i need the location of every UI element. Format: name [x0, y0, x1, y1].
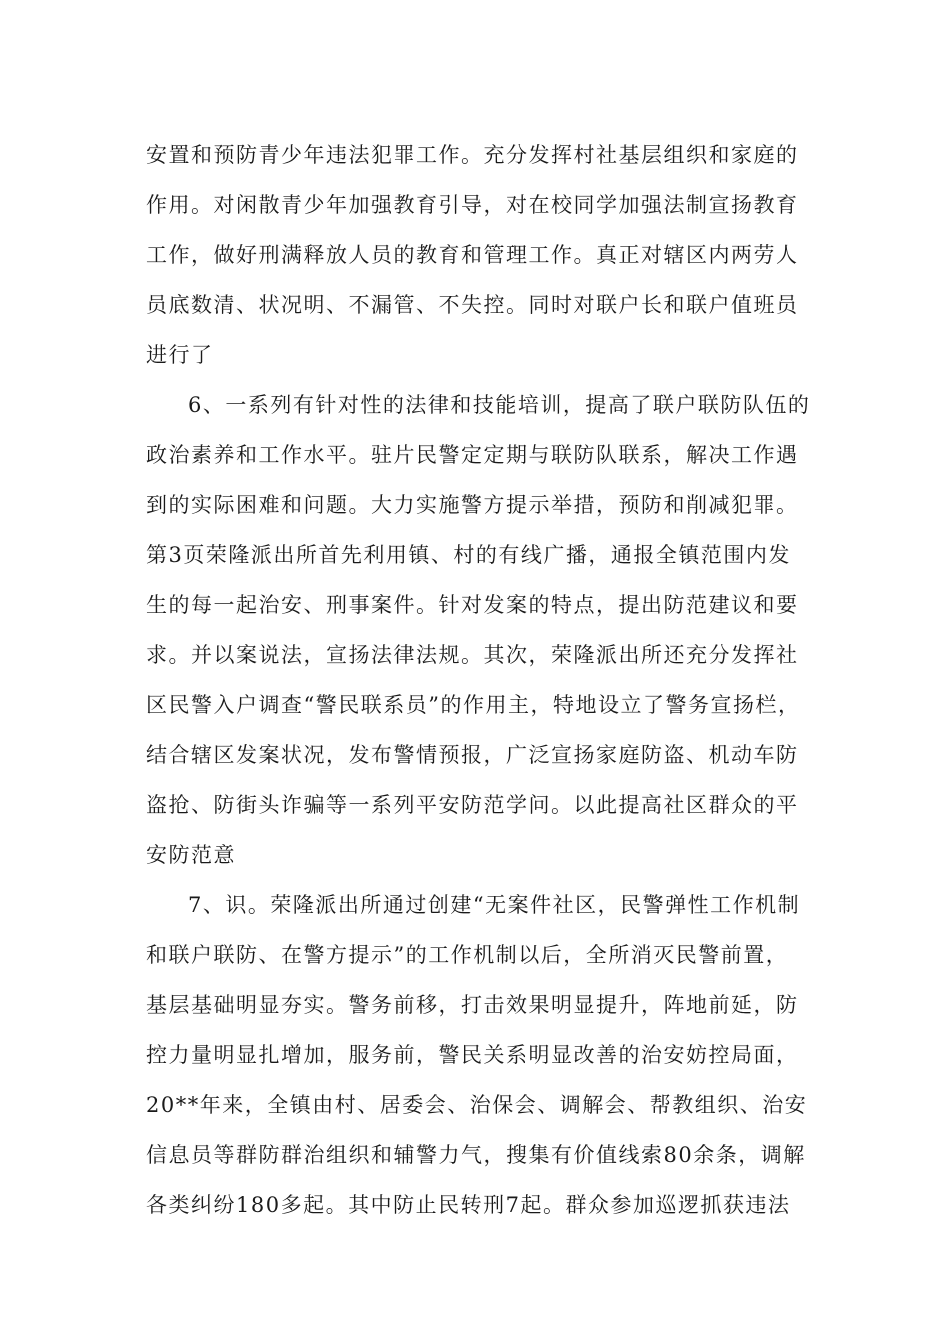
text-line: 信息员等群防群治组织和辅警力气，搜集有价值线索80余条，调解	[146, 1143, 806, 1167]
text-line: 控力量明显扎增加，服务前，警民关系明显改善的治安妨控局面，	[146, 1043, 799, 1067]
text-line: 安防范意	[146, 843, 236, 867]
text-line: 各类纠纷180多起。其中防止民转刑7起。群众参加巡逻抓获违法	[146, 1193, 791, 1217]
text-line: 基层基础明显夯实。警务前移，打击效果明显提升，阵地前延，防	[146, 993, 799, 1017]
text-line: 进行了	[146, 343, 214, 367]
paragraph-start-line: 7、识。荣隆派出所通过创建“无案件社区，民警弹性工作机制	[188, 893, 801, 917]
text-line: 结合辖区发案状况，发布警情预报，广泛宣扬家庭防盗、机动车防	[146, 743, 799, 767]
paragraph-start-line: 6、一系列有针对性的法律和技能培训，提高了联户联防队伍的	[188, 393, 811, 417]
text-line: 工作，做好刑满释放人员的教育和管理工作。真正对辖区内两劳人	[146, 243, 799, 267]
text-line: 员底数清、状况明、不漏管、不失控。同时对联户长和联户值班员	[146, 293, 799, 317]
text-line: 求。并以案说法，宣扬法律法规。其次，荣隆派出所还充分发挥社	[146, 643, 799, 667]
text-line: 盗抢、防街头诈骗等一系列平安防范学问。以此提高社区群众的平	[146, 793, 799, 817]
body-text	[146, 130, 826, 1230]
text-line: 安置和预防青少年违法犯罪工作。充分发挥村社基层组织和家庭的	[146, 143, 799, 167]
text-line: 第3页荣隆派出所首先利用镇、村的有线广播，通报全镇范围内发	[146, 543, 791, 567]
text-line: 作用。对闲散青少年加强教育引导，对在校同学加强法制宣扬教育	[146, 193, 799, 217]
text-line: 20**年来，全镇由村、居委会、治保会、调解会、帮教组织、治安	[146, 1093, 808, 1117]
text-line: 区民警入户调查“警民联系员”的作用主，特地设立了警务宣扬栏，	[146, 693, 801, 717]
text-line: 和联户联防、在警方提示”的工作机制以后，全所消灭民警前置，	[146, 943, 789, 967]
text-line: 政治素养和工作水平。驻片民警定定期与联防队联系，解决工作遇	[146, 443, 799, 467]
text-line: 到的实际困难和问题。大力实施警方提示举措，预防和削减犯罪。	[146, 493, 799, 517]
text-line: 生的每一起治安、刑事案件。针对发案的特点，提出防范建议和要	[146, 593, 799, 617]
